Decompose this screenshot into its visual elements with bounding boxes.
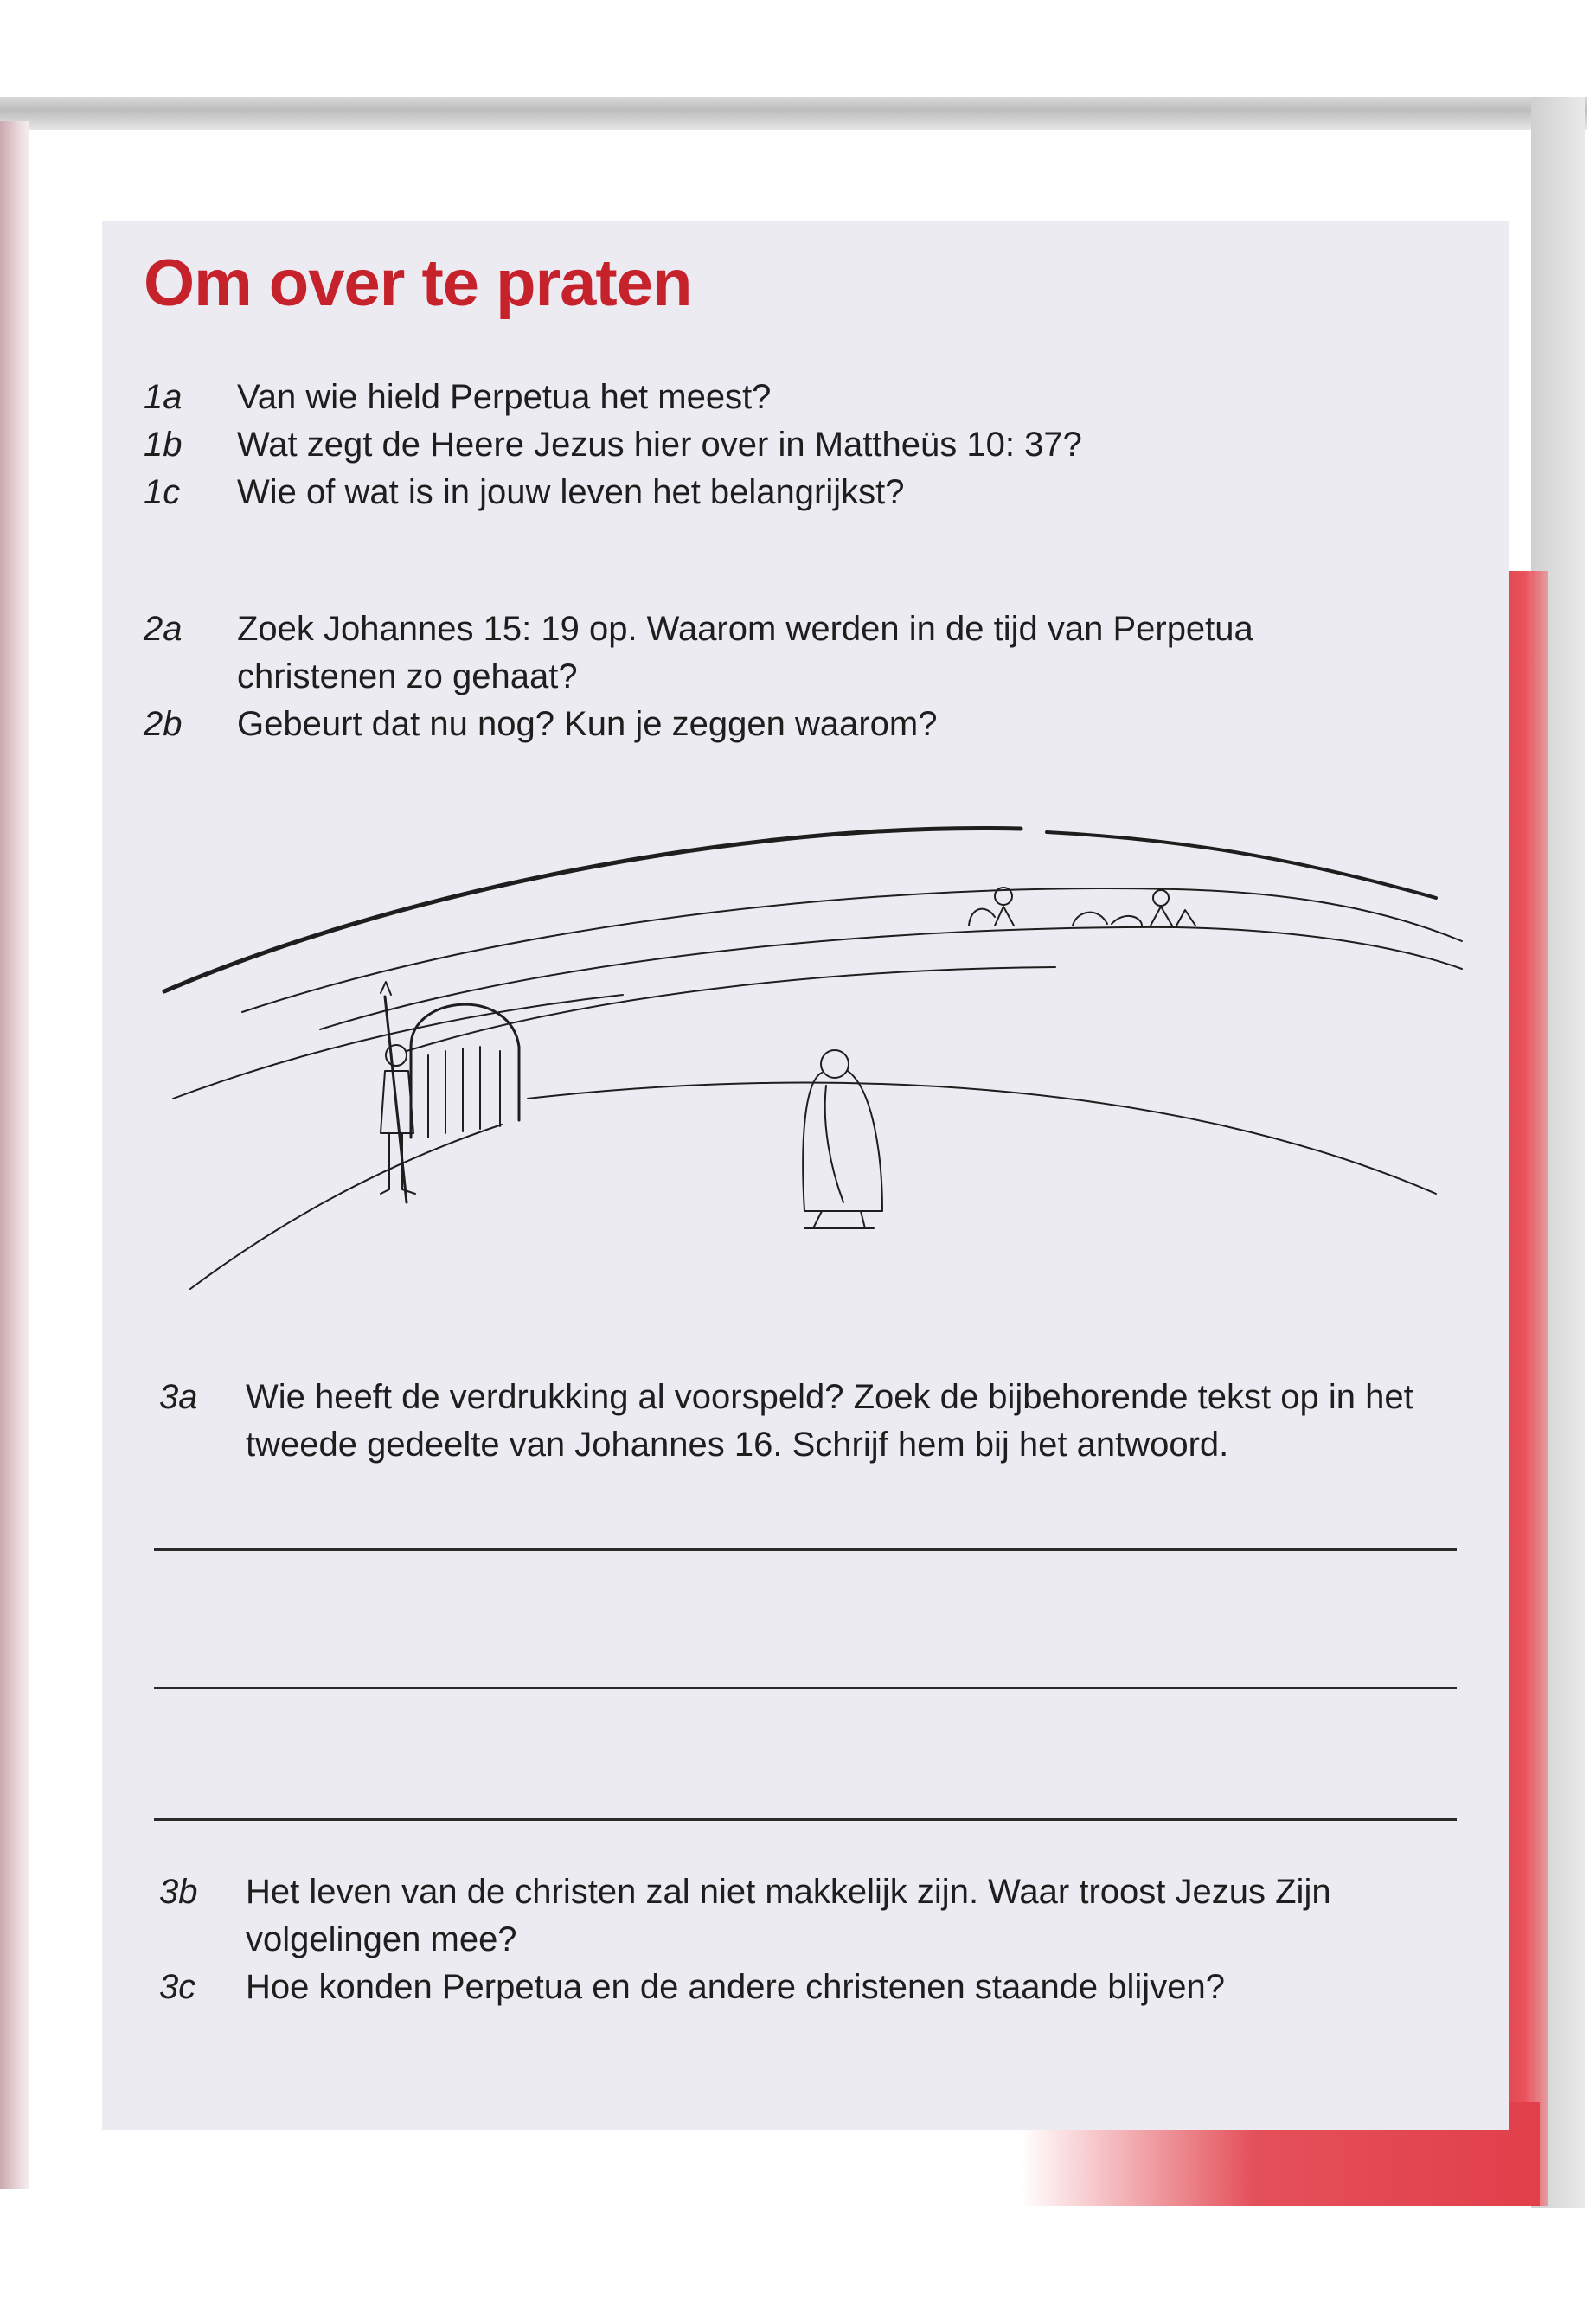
question-text: Het leven van de christen zal niet makkelijk zijn. Waar troost Jezus Zijn [246,1873,1331,1911]
question-number: 1b [144,426,183,464]
arena-illustration [138,796,1471,1298]
question-number: 3b [159,1873,198,1911]
question-text-continued: tweede gedeelte van Johannes 16. Schrijf hem bij het antwoord. [246,1426,1229,1464]
question-text: Wie of wat is in jouw leven het belangrijkst? [237,473,905,511]
question-number: 1a [144,378,183,416]
question-number: 3a [159,1378,198,1416]
question-text: Zoek Johannes 15: 19 op. Waarom werden in de tijd van Perpetua [237,610,1253,648]
question-2b [144,701,1407,748]
question-text: Wie heeft de verdrukking al voorspeld? Zoek de bijbehorende tekst op in het [246,1378,1413,1416]
question-number: 2b [144,705,183,743]
question-3a [159,1374,1474,1469]
question-text: Hoe konden Perpetua en de andere christenen staande blijven? [246,1968,1225,2006]
question-2a [144,606,1407,701]
answer-line[interactable] [154,1687,1457,1689]
question-3b [159,1868,1474,1964]
question-number: 2a [144,610,183,648]
answer-line[interactable] [154,1548,1457,1551]
question-1b [144,421,1407,469]
question-text: Wat zegt de Heere Jezus hier over in Mattheüs 10: 37? [237,426,1082,464]
question-3c [159,1964,1474,2011]
question-1a [144,374,1407,421]
question-number: 1c [144,473,181,511]
question-text: Gebeurt dat nu nog? Kun je zeggen waarom? [237,705,938,743]
question-text: Van wie hield Perpetua het meest? [237,378,772,416]
question-text-continued: volgelingen mee? [246,1920,517,1958]
scan-edge-top [0,97,1587,130]
question-1c [144,469,1407,516]
scan-edge-left [0,121,29,2189]
question-number: 3c [159,1968,196,2006]
answer-line[interactable] [154,1818,1457,1821]
question-text-continued: christenen zo gehaat? [237,657,578,695]
page-title: Om over te praten [144,247,692,320]
